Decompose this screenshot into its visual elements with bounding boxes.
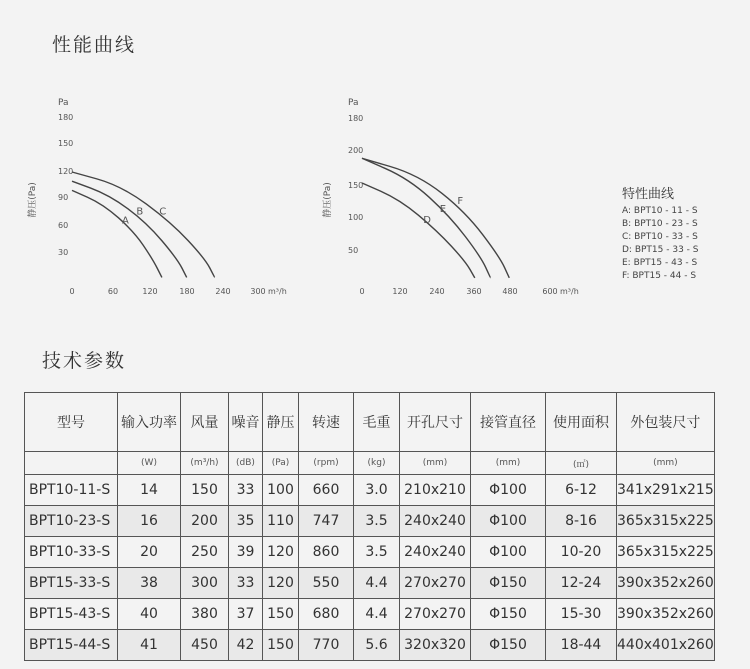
header-cell: 输入功率 (118, 393, 181, 452)
table-cell: 120 (263, 537, 299, 568)
table-cell: 210x210 (400, 475, 471, 506)
table-cell: 150 (181, 475, 229, 506)
table-cell: 8-16 (546, 506, 617, 537)
header-cell: 静压 (263, 393, 299, 452)
table-cell: Φ150 (471, 630, 546, 661)
y-axis-label: 静压(Pa) (28, 182, 38, 218)
unit-cell: (dB) (229, 452, 263, 475)
curve-label-c: C (159, 206, 167, 218)
table-cell: Φ100 (471, 475, 546, 506)
unit-cell: (mm) (471, 452, 546, 475)
table-cell: 380 (181, 599, 229, 630)
unit-cell (25, 452, 118, 475)
y-tick-label: 30 (58, 248, 69, 257)
table-cell: 300 (181, 568, 229, 599)
header-cell: 噪音 (229, 393, 263, 452)
curve-label-a: A (122, 215, 129, 227)
x-unit-label: m³/h (268, 287, 287, 296)
table-cell: 270x270 (400, 599, 471, 630)
table-units-row (25, 452, 715, 475)
table-row (25, 568, 715, 599)
unit-cell: (㎡) (546, 452, 617, 475)
table-cell: 341x291x215 (617, 475, 715, 506)
table-cell: 42 (229, 630, 263, 661)
table-cell: 5.6 (354, 630, 400, 661)
table-cell: 550 (299, 568, 354, 599)
unit-cell: (m³/h) (181, 452, 229, 475)
model-cell: BPT15-44-S (25, 630, 118, 661)
header-cell: 型号 (25, 393, 118, 452)
unit-cell: (rpm) (299, 452, 354, 475)
table-cell: 860 (299, 537, 354, 568)
table-cell: 33 (229, 475, 263, 506)
unit-cell: (W) (118, 452, 181, 475)
table-cell: 440x401x260 (617, 630, 715, 661)
curve-label-f: F (457, 195, 464, 207)
legend-item-a: A: BPT10 - 11 - S (622, 206, 698, 216)
y-tick-label: 180 (58, 113, 74, 122)
y-tick-label: 120 (58, 167, 74, 176)
spec-table (24, 392, 715, 661)
x-tick-label: 600 (542, 287, 558, 296)
table-cell: 747 (299, 506, 354, 537)
table-cell: 14 (118, 475, 181, 506)
model-cell: BPT10-33-S (25, 537, 118, 568)
unit-cell: (Pa) (263, 452, 299, 475)
table-cell: 10-20 (546, 537, 617, 568)
x-tick-label: 300 (250, 287, 266, 296)
table-cell: 110 (263, 506, 299, 537)
table-cell: 100 (263, 475, 299, 506)
table-cell: 200 (181, 506, 229, 537)
table-cell: 270x270 (400, 568, 471, 599)
y-tick-label: 150 (348, 181, 364, 190)
tech-section-title: 技术参数 (42, 350, 127, 372)
x-tick-label: 0 (359, 287, 365, 296)
header-cell: 毛重 (354, 393, 400, 452)
table-cell: 4.4 (354, 568, 400, 599)
table-cell: 35 (229, 506, 263, 537)
table-cell: 3.0 (354, 475, 400, 506)
table-cell: 33 (229, 568, 263, 599)
y-unit-label: Pa (58, 98, 69, 108)
curve-label-d: D (423, 214, 431, 226)
table-cell: 41 (118, 630, 181, 661)
y-axis-label: 静压(Pa) (323, 182, 333, 218)
legend-item-c: C: BPT10 - 33 - S (622, 232, 698, 242)
table-cell: 3.5 (354, 506, 400, 537)
header-cell: 转速 (299, 393, 354, 452)
table-cell: 250 (181, 537, 229, 568)
x-tick-label: 480 (502, 287, 518, 296)
header-cell: 接管直径 (471, 393, 546, 452)
table-cell: Φ100 (471, 506, 546, 537)
unit-cell: (mm) (400, 452, 471, 475)
table-cell: 320x320 (400, 630, 471, 661)
table-header-row (25, 393, 715, 452)
table-cell: 770 (299, 630, 354, 661)
table-row (25, 475, 715, 506)
curve-a (72, 190, 162, 277)
table-row (25, 506, 715, 537)
table-cell: 39 (229, 537, 263, 568)
legend-item-f: F: BPT15 - 44 - S (622, 271, 697, 281)
table-cell: 450 (181, 630, 229, 661)
table-cell: 40 (118, 599, 181, 630)
x-tick-label: 60 (107, 287, 119, 296)
x-tick-label: 120 (142, 287, 158, 296)
header-cell: 开孔尺寸 (400, 393, 471, 452)
table-cell: 15-30 (546, 599, 617, 630)
legend-item-b: B: BPT10 - 23 - S (622, 219, 698, 229)
chart-left (26, 98, 287, 296)
table-cell: 390x352x260 (617, 568, 715, 599)
curve-label-e: E (439, 204, 447, 215)
table-cell: 365x315x225 (617, 506, 715, 537)
y-tick-label: 200 (348, 146, 364, 155)
table-cell: 680 (299, 599, 354, 630)
model-cell: BPT10-23-S (25, 506, 118, 537)
table-cell: 16 (118, 506, 181, 537)
table-cell: Φ150 (471, 599, 546, 630)
y-tick-label: 60 (58, 221, 69, 230)
legend-item-d: D: BPT15 - 33 - S (622, 245, 699, 255)
y-tick-label: 180 (348, 114, 364, 123)
legend-item-e: E: BPT15 - 43 - S (622, 258, 698, 268)
header-cell: 风量 (181, 393, 229, 452)
header-cell: 外包装尺寸 (617, 393, 715, 452)
table-cell: 150 (263, 630, 299, 661)
y-unit-label: Pa (348, 98, 359, 108)
model-cell: BPT15-33-S (25, 568, 118, 599)
y-tick-label: 90 (58, 193, 69, 202)
performance-section-title: 性能曲线 (52, 34, 137, 56)
curve-legend (622, 183, 698, 283)
curve-label-b: B (136, 206, 144, 218)
x-tick-label: 240 (215, 287, 231, 296)
table-cell: 38 (118, 568, 181, 599)
y-tick-label: 150 (58, 139, 74, 148)
table-cell: 3.5 (354, 537, 400, 568)
table-row (25, 599, 715, 630)
y-tick-label: 100 (348, 213, 364, 222)
table-cell: 37 (229, 599, 263, 630)
table-cell: Φ100 (471, 537, 546, 568)
table-cell: 6-12 (546, 475, 617, 506)
x-tick-label: 120 (392, 287, 408, 296)
model-cell: BPT10-11-S (25, 475, 118, 506)
x-tick-label: 180 (179, 287, 195, 296)
legend-title: 特性曲线 (622, 187, 675, 202)
table-cell: 365x315x225 (617, 537, 715, 568)
table-cell: 120 (263, 568, 299, 599)
x-unit-label: m³/h (560, 287, 579, 296)
table-cell: 660 (299, 475, 354, 506)
table-cell: 4.4 (354, 599, 400, 630)
x-tick-label: 360 (466, 287, 482, 296)
curve-c (72, 172, 215, 277)
model-cell: BPT15-43-S (25, 599, 118, 630)
curve-b (72, 181, 187, 277)
x-tick-label: 240 (429, 287, 445, 296)
unit-cell: (kg) (354, 452, 400, 475)
y-tick-label: 50 (348, 246, 359, 255)
chart-right (321, 98, 579, 296)
table-cell: 20 (118, 537, 181, 568)
table-cell: 240x240 (400, 506, 471, 537)
x-tick-label: 0 (69, 287, 75, 296)
table-cell: 390x352x260 (617, 599, 715, 630)
table-row (25, 537, 715, 568)
header-cell: 使用面积 (546, 393, 617, 452)
table-cell: Φ150 (471, 568, 546, 599)
curve-f (362, 158, 509, 278)
table-cell: 12-24 (546, 568, 617, 599)
table-row (25, 630, 715, 661)
table-cell: 150 (263, 599, 299, 630)
table-cell: 18-44 (546, 630, 617, 661)
unit-cell: (mm) (617, 452, 715, 475)
table-cell: 240x240 (400, 537, 471, 568)
